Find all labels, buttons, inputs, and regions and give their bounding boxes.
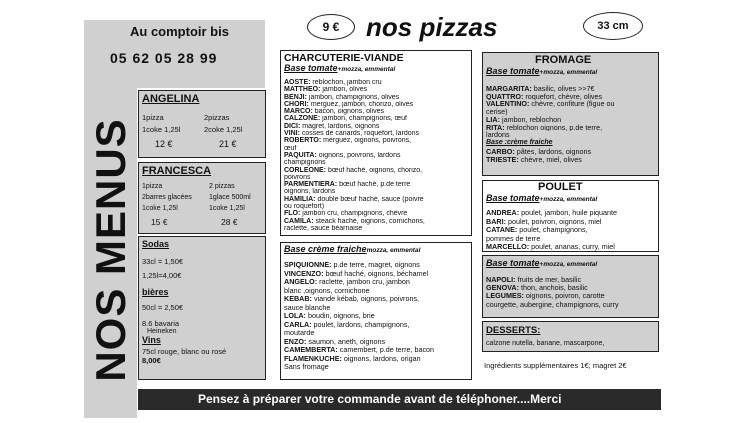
menu-item-desc: jambon, champignons, œuf xyxy=(320,115,407,123)
menu-item xyxy=(284,321,470,330)
menu-item-desc: oignons, lardons, origan xyxy=(341,354,421,363)
menu-item xyxy=(284,86,470,93)
menu-item xyxy=(284,94,470,101)
menu-item-name: CHORI: xyxy=(284,100,309,108)
menu-item-desc: jambon, champignons, olives xyxy=(306,93,400,101)
price-small-badge: 9 € xyxy=(307,14,355,40)
menu-item-name: FLO: xyxy=(284,210,301,218)
menu-item-name: NAPOLI: xyxy=(486,276,516,284)
menu-item xyxy=(486,131,658,139)
menu-item-desc: roquefort, chèvre, olives xyxy=(523,92,603,101)
menu-item xyxy=(284,312,470,321)
menu-item xyxy=(486,235,658,244)
menu-item-name: TRIESTE: xyxy=(486,156,519,164)
menu-item-desc: raclette, sauce béarnaise xyxy=(284,224,363,232)
menu-item-name: PAQUITA: xyxy=(284,151,317,159)
menu-item-desc: reblochon, jambon cru xyxy=(310,79,382,86)
menu-item-name: KEBAB: xyxy=(284,295,312,303)
poulet-panel: POULET Base tomate+mozza, emmental ANDREA: poulet, jambon, huile piquante BARI: poulet, poivron, oignons, miel CATANE: poulet, champignons, pommes de terre MARCELLO: poulet, ananas, curry, miel xyxy=(482,180,659,252)
menu-item xyxy=(284,329,470,338)
drinks-panel: Sodas 33cl = 1,50€ 1,25l=4,00€ bières 50cl = 2,50€ 8.6 bavaria Heineken Vins 75cl rouge, blanc ou rosé 8,00€ xyxy=(138,236,266,380)
menu-item-desc: double bœuf haché, sauce (poivre xyxy=(315,195,424,203)
size-badge: 33 cm xyxy=(583,12,643,40)
menu-item xyxy=(284,137,470,144)
menu-item xyxy=(284,108,470,115)
menu-item-desc: sauce blanche xyxy=(284,303,331,312)
menu-item xyxy=(284,225,470,232)
veggie-panel xyxy=(482,255,659,318)
desserts-panel: DESSERTS: calzone nutella, banane, mascarpone, xyxy=(482,321,659,352)
menu-item xyxy=(284,130,470,137)
menu-item-name: BARI: xyxy=(486,217,506,226)
menu-item-name: MARGARITA: xyxy=(486,85,532,93)
menu-item-name: MATTHEO: xyxy=(284,86,321,94)
menu-item-desc: raclette, jambon cru, jambon xyxy=(317,278,410,286)
menu-item xyxy=(486,226,658,235)
menu-item-desc: jambon cru, champignons, chèvre xyxy=(300,210,408,218)
menu-item xyxy=(284,346,470,355)
menu-item-name: LOLA: xyxy=(284,312,306,320)
menu-item xyxy=(284,145,470,152)
menu-item-name: MARCELLO: xyxy=(486,243,530,251)
menu-item xyxy=(284,203,470,210)
menu-item-name: VINCENZO: xyxy=(284,269,324,278)
menu-item-name: CAMILA: xyxy=(284,217,314,225)
menu-item-desc: courgette, aubergine, champignons, curry xyxy=(486,300,619,309)
menu-item xyxy=(486,148,658,156)
menu-item xyxy=(284,115,470,122)
menu-item-desc: saumon, aneth, oignons xyxy=(306,337,386,346)
menu-item xyxy=(486,301,658,309)
menu-item xyxy=(284,101,470,108)
menu-item-desc: poulet, lardons, champignons, xyxy=(311,320,410,329)
menu-item xyxy=(284,278,470,287)
menu-item-desc: poulet, poivron, oignons, miel xyxy=(505,217,602,226)
menu-item-desc: basilic, olives >>7€ xyxy=(531,85,595,93)
menu-item-name: MARCO: xyxy=(284,108,313,116)
menu-item-desc: bœuf haché, oignons, béchamel xyxy=(323,269,429,278)
menu-item xyxy=(284,218,470,225)
menu-item-desc: thon, anchois, basilic xyxy=(519,284,588,293)
menu-item xyxy=(486,124,658,132)
menu-item xyxy=(284,79,470,86)
menu-item xyxy=(486,108,658,116)
poulet-list xyxy=(486,209,658,252)
menu-item-desc: moutarde xyxy=(284,329,315,337)
menu-item-name: VALENTINO: xyxy=(486,100,530,109)
fromage-list xyxy=(486,85,658,139)
menu-item xyxy=(284,196,470,203)
menu-item-desc: lardons xyxy=(486,131,510,139)
menu-item xyxy=(486,93,658,101)
menu-item-desc: blanc ,oignons, cornichone xyxy=(284,286,370,295)
menu-item-name: CALZONE: xyxy=(284,115,321,123)
menu-item xyxy=(284,355,470,364)
charcuterie-base: Base tomate+mozza, emmental xyxy=(284,63,396,73)
page-title: nos pizzas xyxy=(366,12,498,42)
menu-item xyxy=(284,181,470,188)
menu-item xyxy=(486,276,658,284)
menu-item-name: CORLEONE: xyxy=(284,166,326,174)
menu-item xyxy=(284,210,470,217)
creme-panel xyxy=(280,242,472,380)
menu-item-name: ENZO: xyxy=(284,337,307,346)
menu-item-name: DICI: xyxy=(284,122,301,130)
menu-item-name: LEGUMES: xyxy=(486,292,524,301)
menu-item-name: CARBO: xyxy=(486,148,515,156)
menu-item-desc: fruits de mer, basilic xyxy=(515,276,582,284)
menu-item-desc: champignons xyxy=(284,159,326,167)
menu-item-name: ANDREA: xyxy=(486,209,520,217)
menu-item-name: FLAMENKUCHE: xyxy=(284,354,342,363)
menu-item-desc: p.de terre, magret, oignons xyxy=(331,261,420,269)
menu-item xyxy=(284,287,470,296)
menu-item xyxy=(284,159,470,166)
menu-item-desc: ou roquefort) xyxy=(284,203,325,211)
menu-item-desc: cerise) xyxy=(486,108,508,116)
menu-item-desc: poulet, jambon, huile piquante xyxy=(519,209,618,217)
venue-name: Au comptoir bis xyxy=(130,24,229,39)
veggie-base: Base tomate+mozza, emmental xyxy=(486,258,598,268)
menu-item-desc: bœuf haché, oignons, chorizo, xyxy=(326,166,423,174)
supplements-note: Ingrédients supplémentaires 1€; magret 2€ xyxy=(484,361,627,370)
menu-item-name: QUATTRO: xyxy=(486,92,524,101)
menu-item xyxy=(486,218,658,227)
menu-item-desc: chèvre, miel, olives xyxy=(518,156,582,164)
menu-item xyxy=(486,100,658,108)
fromage-panel: FROMAGE Base tomate+mozza, emmental MARGARITA: basilic, olives >>7€ QUATTRO: roquefort, chèvre, olives VALENTINO: chèvre, confiture (figue ou cerise) LIA: jambon, reblochon RITA: reblochon oignons, p.de terre, lardons Base :crème fraiche CARBO: pâtes, lardons, oignons TRIESTE: chèvre, miel, olives xyxy=(482,52,659,176)
menu-item xyxy=(486,243,658,252)
menu-item-desc: cosses de canards, roquefort, lardons xyxy=(299,130,420,138)
footer-banner: Pensez à préparer votre commande avant de téléphoner....Merci xyxy=(138,389,661,410)
creme-list xyxy=(284,261,470,372)
menu-item-name: AOSTE: xyxy=(284,79,311,86)
charcuterie-panel: CHARCUTERIE-VIANDE Base tomate+mozza, emmental AOSTE: reblochon, jambon cru MATTHEO: jambon, olives BENJI: jambon, champignons, olives CHORI: merguez, jambon, chorizo, olives MARCO: bacon, oignons, olives CALZONE: jambon, champignons, œuf DICI: magret, lardons, oignons VINI: cosses de canards, roquefort, lardons ROBERTO: merguez, oignons, poivrons, œuf PAQUITA: oignons, poivrons, lardons champignons CORLEONE: bœuf haché, oignons, chorizo, poivrons PARMENTIERA: bœuf haché, p.de terre oignons, lardons HAMILIA: double bœuf haché, sauce (poivre ou roquefort) FLO: jambon cru, champignons, chèvre CAMILA: steack haché, oignons, cornichons, raclette, sauce béarnaise xyxy=(280,50,472,236)
veggie-list xyxy=(486,276,658,309)
menu-item xyxy=(284,304,470,313)
menu-item-name: CATANE: xyxy=(486,226,518,234)
menu-item xyxy=(486,209,658,218)
menu-item-name: PARMENTIERA: xyxy=(284,181,338,189)
menu-item-desc: Sans fromage xyxy=(284,363,329,371)
menu-item xyxy=(284,270,470,279)
menu-item-name: CARLA: xyxy=(284,320,312,329)
menu-item xyxy=(284,338,470,347)
phone-number[interactable]: 05 62 05 28 99 xyxy=(110,50,218,66)
menu-item-desc: pâtes, lardons, oignons xyxy=(514,148,592,156)
menu-item-desc: bacon, oignons, olives xyxy=(312,108,384,116)
menu-item xyxy=(486,116,658,124)
menu-angelina: ANGELINA 1pizza 1coke 1,25l 12 € 2pizzas 2coke 1,25l 21 € xyxy=(138,90,266,158)
menu-item-name: ROBERTO: xyxy=(284,137,322,145)
menu-item xyxy=(486,85,658,93)
menu-item xyxy=(284,188,470,195)
menu-item-name: SPIQUIONNE: xyxy=(284,261,332,269)
menu-item-name: CAMEMBERTA: xyxy=(284,346,338,354)
menu-item-name: HAMILIA: xyxy=(284,195,316,203)
menu-item-desc: steack haché, oignons, cornichons, xyxy=(313,217,425,225)
menu-francesca: FRANCESCA 1pizza 2barres glacées 1coke 1,25l 15 € 2 pizzas 1glace 500ml 1coke 1,25l 28 € xyxy=(138,162,266,234)
charcuterie-list xyxy=(284,79,470,232)
menu-item xyxy=(284,174,470,181)
menu-item xyxy=(284,152,470,159)
menu-item-name: LIA: xyxy=(486,115,500,124)
menu-item-desc: jambon, olives xyxy=(320,86,368,94)
menu-item-desc: merguez, jambon, chorizo, olives xyxy=(308,100,414,108)
menu-item-desc: poulet, ananas, curry, miel xyxy=(529,243,615,251)
menu-item-desc: bœuf haché, p.de terre xyxy=(337,181,411,189)
menu-item xyxy=(284,167,470,174)
side-title: NOS MENUS xyxy=(86,118,134,382)
fromage-creme-list xyxy=(486,148,658,164)
menu-item-desc: oignons, poivron, carotte xyxy=(523,292,605,301)
creme-base: Base crème fraichemozza, emmental xyxy=(284,244,421,254)
menu-item xyxy=(486,284,658,292)
menu-item-desc: oignons, poivrons, lardons xyxy=(316,151,401,159)
fromage-base: Base tomate+mozza, emmental xyxy=(486,66,598,76)
menu-item-name: ANGELO: xyxy=(284,278,318,286)
menu-item-name: GENOVA: xyxy=(486,284,520,293)
menu-item-desc: jambon, reblochon xyxy=(499,115,562,124)
menu-item-desc: reblochon oignons, p.de terre, xyxy=(504,123,603,132)
poulet-base: Base tomate+mozza, emmental xyxy=(486,193,598,203)
menu-item-desc: camembert, p.de terre, bacon xyxy=(337,346,435,354)
menu-item-name: VINI: xyxy=(284,130,300,138)
menu-item-desc: œuf xyxy=(284,144,297,152)
menu-item-desc: poivrons xyxy=(284,173,311,181)
menu-item-name: RITA: xyxy=(486,123,505,132)
menu-item-desc: chèvre, confiture (figue ou xyxy=(529,100,615,109)
menu-item xyxy=(284,123,470,130)
menu-item-name: BENJI: xyxy=(284,93,307,101)
menu-item-desc: boudin, oignons, brie xyxy=(305,312,375,320)
menu-item xyxy=(284,261,470,270)
menu-item-desc: merguez, oignons, poivrons, xyxy=(321,137,412,145)
menu-item-desc: oignons, lardons xyxy=(284,188,336,196)
menu-item-desc: poulet, champignons, xyxy=(517,226,588,234)
menu-item xyxy=(486,156,658,164)
menu-item xyxy=(284,295,470,304)
menu-item-desc: pommes de terre xyxy=(486,234,541,243)
menu-item xyxy=(284,363,470,372)
menu-item-desc: magret, lardons, oignons xyxy=(300,122,380,130)
menu-item xyxy=(486,292,658,300)
menu-item-desc: viande kébab, oignons, poivrons, xyxy=(311,295,420,303)
